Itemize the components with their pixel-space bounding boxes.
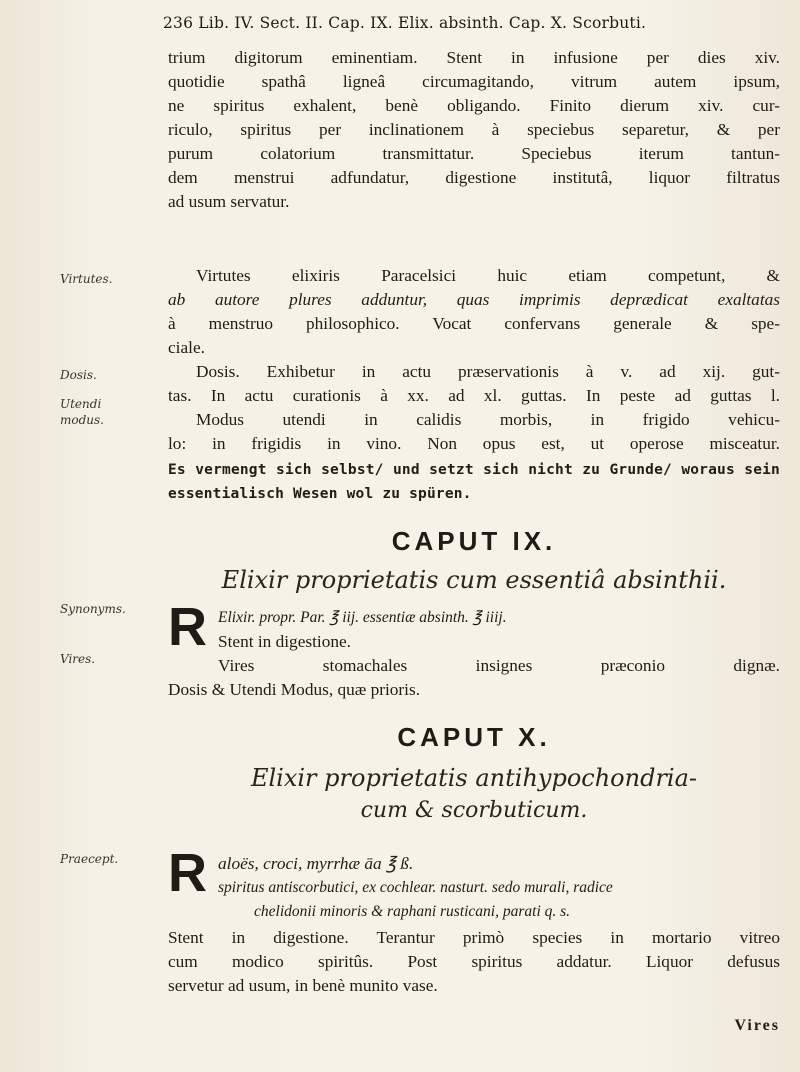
text-line: trium digitorum eminentiam. Stent in infusione per dies xiv. (168, 48, 780, 67)
chapter-subtitle: Elixir proprietatis cum essentiâ absinthii. (221, 566, 727, 594)
text-line: Vires stomachales insignes præconio dignæ. (218, 656, 780, 675)
text-line: ne spiritus exhalent, benè obligando. Finito dierum xiv. cur- (168, 96, 780, 115)
margin-note-vires: Vires. (60, 652, 96, 666)
recipe-line: Elixir. propr. Par. ℥ iij. essentiæ absinth. ℥ iiij. (218, 609, 507, 626)
margin-note-dosis: Dosis. (60, 368, 97, 382)
margin-note-praeceptum: Praecept. (60, 852, 119, 866)
recipe-line: spiritus antiscorbutici, ex cochlear. nasturt. sedo murali, radice (218, 879, 613, 896)
recipe-initial: R (168, 597, 207, 657)
text-line: servetur ad usum, in benè munito vase. (168, 976, 438, 995)
catchword: Vires (734, 1017, 780, 1034)
margin-note-virtutes: Virtutes. (60, 272, 113, 286)
text-line: cum modico spiritûs. Post spiritus addatur. Liquor defusus (168, 952, 780, 971)
text-line: ciale. (168, 338, 205, 357)
margin-note-utendi: Utendi (60, 397, 102, 411)
chapter-subtitle: cum & scorbuticum. (360, 798, 588, 823)
text-line: Dosis. Exhibetur in actu præservationis à v. ad xij. gut- (196, 362, 780, 381)
chapter-subtitle: Elixir proprietatis antihypochondria- (250, 764, 698, 792)
running-head: 236 Lib. IV. Sect. II. Cap. IX. Elix. absinth. Cap. X. Scorbuti. (163, 14, 647, 32)
german-text-line: Es vermengt sich selbst/ und setzt sich nicht zu Grunde/ woraus sein (168, 462, 780, 478)
text-line: ab autore plures adduntur, quas imprimis deprædicat exaltatas (168, 290, 780, 309)
recipe-line: chelidonii minoris & raphani rusticani, parati q. s. (254, 903, 571, 920)
text-line: riculo, spiritus per inclinationem à speciebus separetur, & per (168, 120, 780, 139)
margin-note-synonyms: Synonyms. (60, 602, 126, 616)
text-line: purum colatorium transmittatur. Speciebus iterum tantun- (168, 144, 780, 163)
text-line: tas. In actu curationis à xx. ad xl. guttas. In peste ad guttas l. (168, 386, 780, 405)
recipe-line: Stent in digestione. (218, 632, 351, 651)
text-line: lo: in frigidis in vino. Non opus est, ut operose misceatur. (168, 434, 780, 453)
text-line: ad usum servatur. (168, 192, 290, 211)
text-line: Modus utendi in calidis morbis, in frigido vehicu- (196, 410, 780, 429)
margin-note-modus: modus. (60, 413, 104, 427)
text-line: Virtutes elixiris Paracelsici huic etiam competunt, & (196, 266, 780, 285)
text-line: quotidie spathâ ligneâ circumagitando, vitrum autem ipsum, (168, 72, 780, 91)
text-line: Dosis & Utendi Modus, quæ prioris. (168, 680, 421, 699)
text-line: dem menstrui adfundatur, digestione institutâ, liquor filtratus (168, 168, 780, 187)
text-line: Stent in digestione. Terantur primò species in mortario vitreo (168, 928, 780, 947)
recipe-line: aloës, croci, myrrhæ āa ℥ ß. (218, 854, 414, 873)
chapter-title: CAPUT X. (397, 722, 551, 752)
chapter-title: CAPUT IX. (391, 526, 557, 556)
recipe-initial: R (168, 843, 207, 903)
margin-note-utendi-modus (60, 396, 104, 428)
german-text-line: essentialisch Wesen wol zu spüren. (168, 486, 472, 502)
text-line: à menstruo philosophico. Vocat confervans generale & spe- (168, 314, 780, 333)
